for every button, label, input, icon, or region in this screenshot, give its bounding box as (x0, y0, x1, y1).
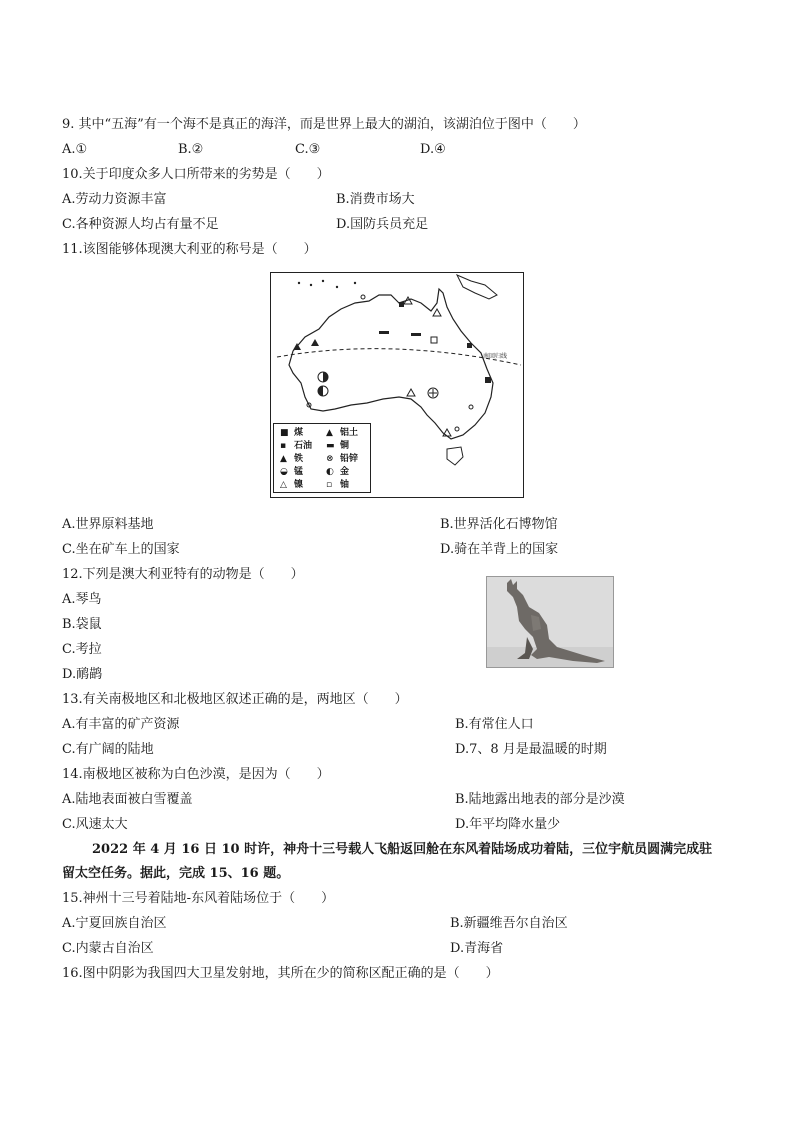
legend-label-manganese: 锰 (294, 467, 304, 477)
legend-label-bauxite: 铝土 (340, 428, 359, 438)
legend-symbol-uranium: ▫ (326, 480, 333, 490)
q9-option-c[interactable]: C.③ (295, 142, 321, 157)
legend-label-copper: 铜 (340, 441, 350, 451)
legend-label-gold: 金 (340, 467, 350, 477)
q14-option-a[interactable]: A.陆地表面被白雪覆盖 (62, 792, 193, 807)
legend-label-uranium: 铀 (340, 480, 350, 490)
q13-option-c[interactable]: C.有广阔的陆地 (62, 742, 154, 757)
q12-option-d[interactable]: D.鸸鹋 (62, 667, 103, 682)
legend-label-lead-zinc: 铅锌 (340, 454, 359, 464)
q13-option-a[interactable]: A.有丰富的矿产资源 (62, 717, 180, 732)
legend-label-nickel: 镍 (294, 480, 304, 490)
kangaroo-image (487, 577, 613, 667)
map-legend (273, 423, 371, 493)
legend-symbol-oil: ▪ (280, 441, 287, 451)
q16-stem: 16.图中阴影为我国四大卫星发射地，其所在少的简称区配正确的是（ ） (62, 966, 499, 981)
q10-stem: 10.关于印度众多人口所带来的劣势是（ ） (62, 167, 330, 182)
q12-option-b[interactable]: B.袋鼠 (62, 617, 102, 632)
q10-option-d[interactable]: D.国防兵员充足 (336, 217, 429, 232)
q14-stem: 14.南极地区被称为白色沙漠，是因为（ ） (62, 767, 330, 782)
kangaroo-photo (486, 576, 614, 668)
passage-line-2: 留太空任务。据此，完成 15、16 题。 (62, 866, 290, 881)
q9-option-a[interactable]: A.① (62, 142, 88, 157)
q11-option-a[interactable]: A.世界原料基地 (62, 517, 154, 532)
q15-option-c[interactable]: C.内蒙古自治区 (62, 941, 154, 956)
q11-option-d[interactable]: D.骑在羊背上的国家 (440, 542, 559, 557)
q13-option-b[interactable]: B.有常住人口 (455, 717, 534, 732)
q12-option-c[interactable]: C.考拉 (62, 642, 102, 657)
legend-symbol-gold: ◐ (326, 467, 334, 477)
legend-symbol-lead-zinc: ⊗ (326, 454, 334, 464)
q15-option-a[interactable]: A.宁夏回族自治区 (62, 916, 167, 931)
legend-symbol-coal: ■ (280, 428, 289, 438)
q13-stem: 13.有关南极地区和北极地区叙述正确的是，两地区（ ） (62, 692, 408, 707)
q15-option-b[interactable]: B.新疆维吾尔自治区 (450, 916, 568, 931)
q9-stem: 9. 其中“五海”有一个海不是真正的海洋，而是世界上最大的湖泊，该湖泊位于图中（ ） (62, 117, 586, 132)
legend-symbol-copper: ▬ (326, 441, 335, 451)
legend-symbol-bauxite: ▲ (326, 428, 333, 438)
legend-symbol-nickel: △ (280, 480, 287, 490)
q14-option-b[interactable]: B.陆地露出地表的部分是沙漠 (455, 792, 625, 807)
legend-label-oil: 石油 (294, 441, 313, 451)
q9-option-b[interactable]: B.② (178, 142, 204, 157)
q14-option-c[interactable]: C.风速太大 (62, 817, 128, 832)
legend-label-coal: 煤 (294, 428, 304, 438)
q10-option-a[interactable]: A.劳动力资源丰富 (62, 192, 167, 207)
q11-option-c[interactable]: C.坐在矿车上的国家 (62, 542, 180, 557)
australia-mineral-map (270, 272, 524, 498)
q13-option-d[interactable]: D.7、8 月是最温暖的时期 (455, 742, 607, 757)
legend-label-iron: 铁 (294, 454, 304, 464)
tropic-label: 南回归线 (483, 353, 508, 360)
q10-option-c[interactable]: C.各种资源人均占有量不足 (62, 217, 219, 232)
passage-line-1: 2022 年 4 月 16 日 10 时许，神舟十三号载人飞船返回舱在东风着陆场成功着陆，三位宇航员圆满完成驻 (92, 842, 713, 857)
q12-option-a[interactable]: A.琴鸟 (62, 592, 102, 607)
q9-option-d[interactable]: D.④ (420, 142, 446, 157)
q15-option-d[interactable]: D.青海省 (450, 941, 504, 956)
q10-option-b[interactable]: B.消费市场大 (336, 192, 415, 207)
q11-option-b[interactable]: B.世界活化石博物馆 (440, 517, 558, 532)
q15-stem: 15.神州十三号着陆地-东风着陆场位于（ ） (62, 891, 335, 906)
q12-stem: 12.下列是澳大利亚特有的动物是（ ） (62, 567, 304, 582)
q14-option-d[interactable]: D.年平均降水量少 (455, 817, 561, 832)
legend-symbol-iron: ▲ (280, 454, 287, 464)
q11-stem: 11.该图能够体现澳大利亚的称号是（ ） (62, 242, 317, 257)
legend-symbol-manganese: ◒ (280, 467, 288, 477)
